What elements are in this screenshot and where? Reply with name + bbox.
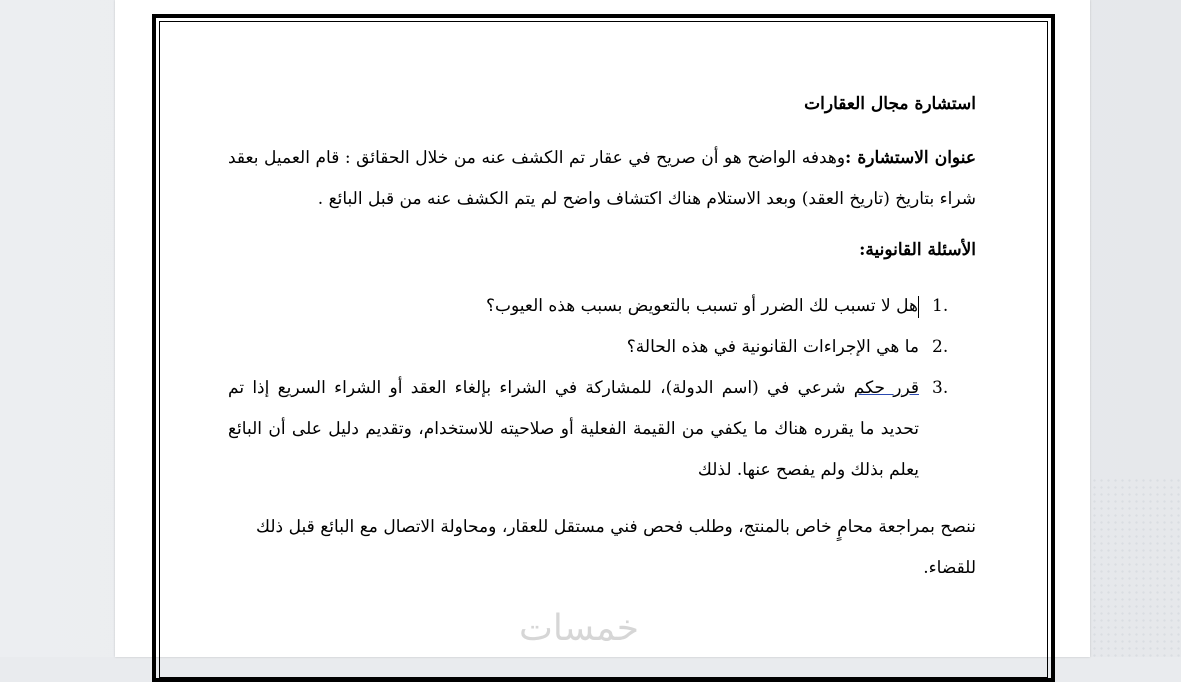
text-cursor [918,296,919,318]
subject-paragraph [228,138,976,220]
questions-list [228,286,976,491]
questions-heading: الأسئلة القانونية: [859,240,976,260]
list-number: 1. [932,296,949,316]
list-item [228,368,976,491]
spellcheck-underlined-phrase[interactable]: قرر حكم [853,378,919,398]
document-page[interactable] [115,0,1090,657]
subject-text: وهدفه الواضح هو أن صريح في عقار تم الكشف عنه من خلال الحقائق : قام العميل بعقد شراء بتاريخ (تاريخ العقد) وبعد الاستلام هناك اكتشاف واضح لم يتم الكشف عنه من قبل البائع . [228,148,976,209]
list-item [228,286,976,327]
background-dot-pattern [1091,477,1181,657]
question-text: ما هي الإجراءات القانونية في هذه الحالة؟ [626,337,919,357]
list-number: 2. [932,337,949,357]
advice-paragraph: ننصح بمراجعة محامٍ خاص بالمنتج، وطلب فحص فني مستقل للعقار، ومحاولة الاتصال مع البائع قبل ذلك للقضاء. [256,517,976,578]
question-text: هل لا تسبب لك الضرر أو تسبب بالتعويض بسبب هذه العيوب؟ [485,296,918,316]
question-text: شرعي في (اسم الدولة)، للمشاركة في الشراء بإلغاء العقد أو الشراء السريع إذا تم تحديد ما يقرره هناك ما يكفي من القيمة الفعلية أو صلاحيته للاستخدام، وتقديم دليل على أن البائع يعلم بذلك ولم يفصح عنها. لذلك [228,378,919,480]
list-item [228,327,976,368]
list-number: 3. [932,378,949,398]
subject-label: عنوان الاستشارة : [845,148,976,168]
document-body[interactable] [228,86,976,589]
watermark-logo: خمسات [519,608,640,649]
document-title: استشارة مجال العقارات [804,94,976,114]
